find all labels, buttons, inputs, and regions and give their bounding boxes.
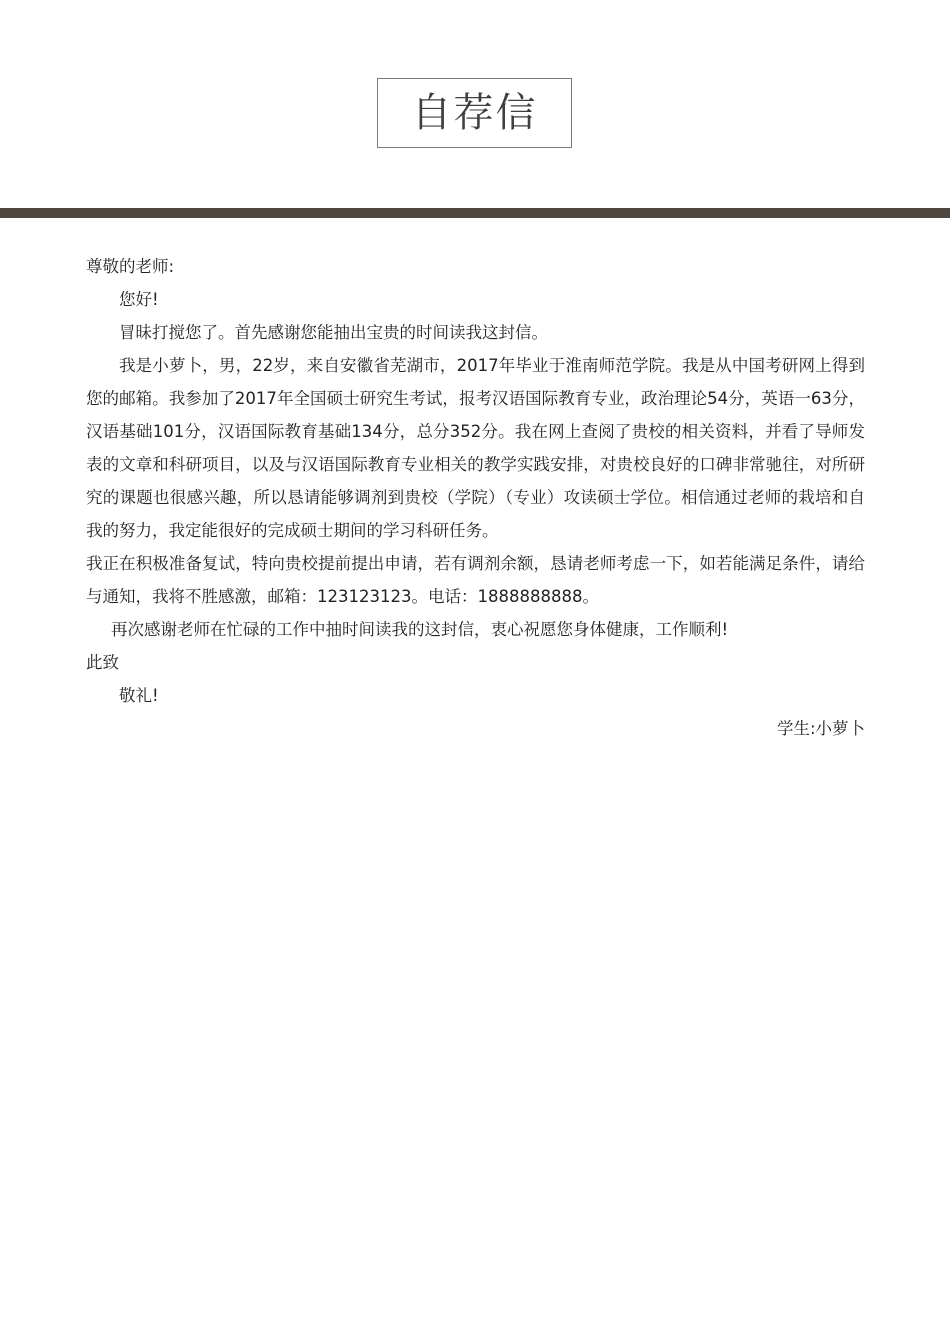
thanks-paragraph: 再次感谢老师在忙碌的工作中抽时间读我的这封信，衷心祝愿您身体健康，工作顺利! bbox=[111, 620, 729, 639]
letter-body bbox=[86, 250, 865, 745]
intro-paragraph: 冒昧打搅您了。首先感谢您能抽出宝贵的时间读我这封信。 bbox=[119, 323, 548, 342]
signature: 学生:小萝卜 bbox=[776, 719, 865, 738]
page-title: 自荐信 bbox=[411, 90, 538, 136]
regards-line: 敬礼! bbox=[119, 686, 159, 705]
greeting: 您好! bbox=[119, 290, 159, 309]
header-divider bbox=[0, 208, 950, 218]
title-box bbox=[377, 78, 572, 148]
request-paragraph: 我正在积极准备复试，特向贵校提前提出申请，若有调剂余额，恳请老师考虑一下，如若能满足条件，请给与通知，我将不胜感激，邮箱：123123123。电话：1888888888。 bbox=[86, 554, 865, 606]
salutation: 尊敬的老师: bbox=[86, 257, 175, 276]
main-paragraph: 我是小萝卜，男，22岁，来自安徽省芜湖市，2017年毕业于淮南师范学院。我是从中国考研网上得到您的邮箱。我参加了2017年全国硕士研究生考试，报考汉语国际教育专业，政治理论54分，英语一63分，汉语基础101分，汉语国际教育基础134分，总分352分。我在网上查阅了贵校的相关资料，并看了导师发表的文章和科研项目，以及与汉语国际教育专业相关的教学实践安排，对贵校良好的口碑非常驰往，对所研究的课题也很感兴趣，所以恳请能够调剂到贵校（学院）（专业）攻读硕士学位。相信通过老师的栽培和自我的努力，我定能很好的完成硕士期间的学习科研任务。 bbox=[86, 356, 865, 540]
closing-line: 此致 bbox=[86, 653, 119, 672]
